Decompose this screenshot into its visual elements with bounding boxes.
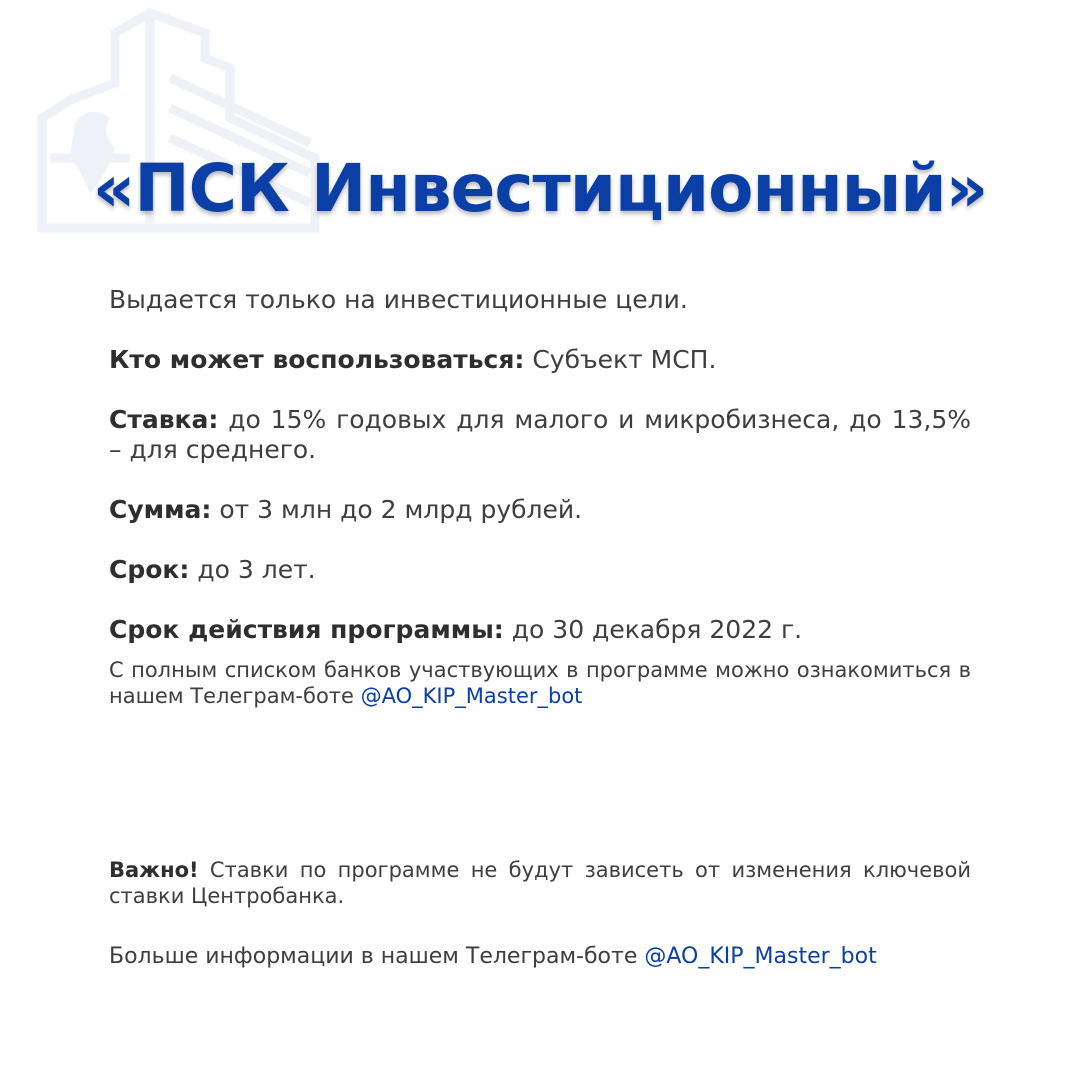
- validity-value: до 30 декабря 2022 г.: [503, 615, 803, 644]
- amount-row: [109, 495, 971, 525]
- important-text: Ставки по программе не будут зависеть от изменения ключевой ставки Центробанка.: [109, 858, 971, 908]
- validity-label: Срок действия программы:: [109, 615, 504, 644]
- amount-value: от 3 млн до 2 млрд рублей.: [211, 495, 583, 524]
- important-label: Важно!: [109, 858, 199, 882]
- who-label: Кто может воспользоваться:: [109, 345, 525, 374]
- validity-row: [109, 615, 971, 645]
- banks-note: [109, 657, 971, 709]
- term-value: до 3 лет.: [189, 555, 316, 584]
- telegram-bot-link[interactable]: @AO_KIP_Master_bot: [360, 684, 583, 708]
- more-info-text: Больше информации в нашем Телеграм-боте: [109, 944, 645, 969]
- banks-note-text: С полным списком банков участвующих в программе можно ознакомиться в нашем Телеграм-боте: [109, 658, 971, 708]
- who-row: [109, 345, 971, 375]
- rate-value: до 15% годовых для малого и микробизнеса, до 13,5% – для среднего.: [109, 405, 971, 464]
- purpose-value: Выдается только на инвестиционные цели.: [109, 285, 688, 314]
- important-note: [109, 857, 971, 909]
- telegram-bot-link-bottom[interactable]: @AO_KIP_Master_bot: [644, 944, 877, 969]
- amount-label: Сумма:: [109, 495, 212, 524]
- page-title: «ПСК Инвестиционный»: [92, 150, 988, 227]
- who-value: Субъект МСП.: [524, 345, 717, 374]
- rate-label: Ставка:: [109, 405, 219, 434]
- purpose-text: [109, 285, 971, 315]
- term-row: [109, 555, 971, 585]
- more-info: [109, 944, 971, 970]
- term-label: Срок:: [109, 555, 190, 584]
- rate-row: [109, 405, 971, 465]
